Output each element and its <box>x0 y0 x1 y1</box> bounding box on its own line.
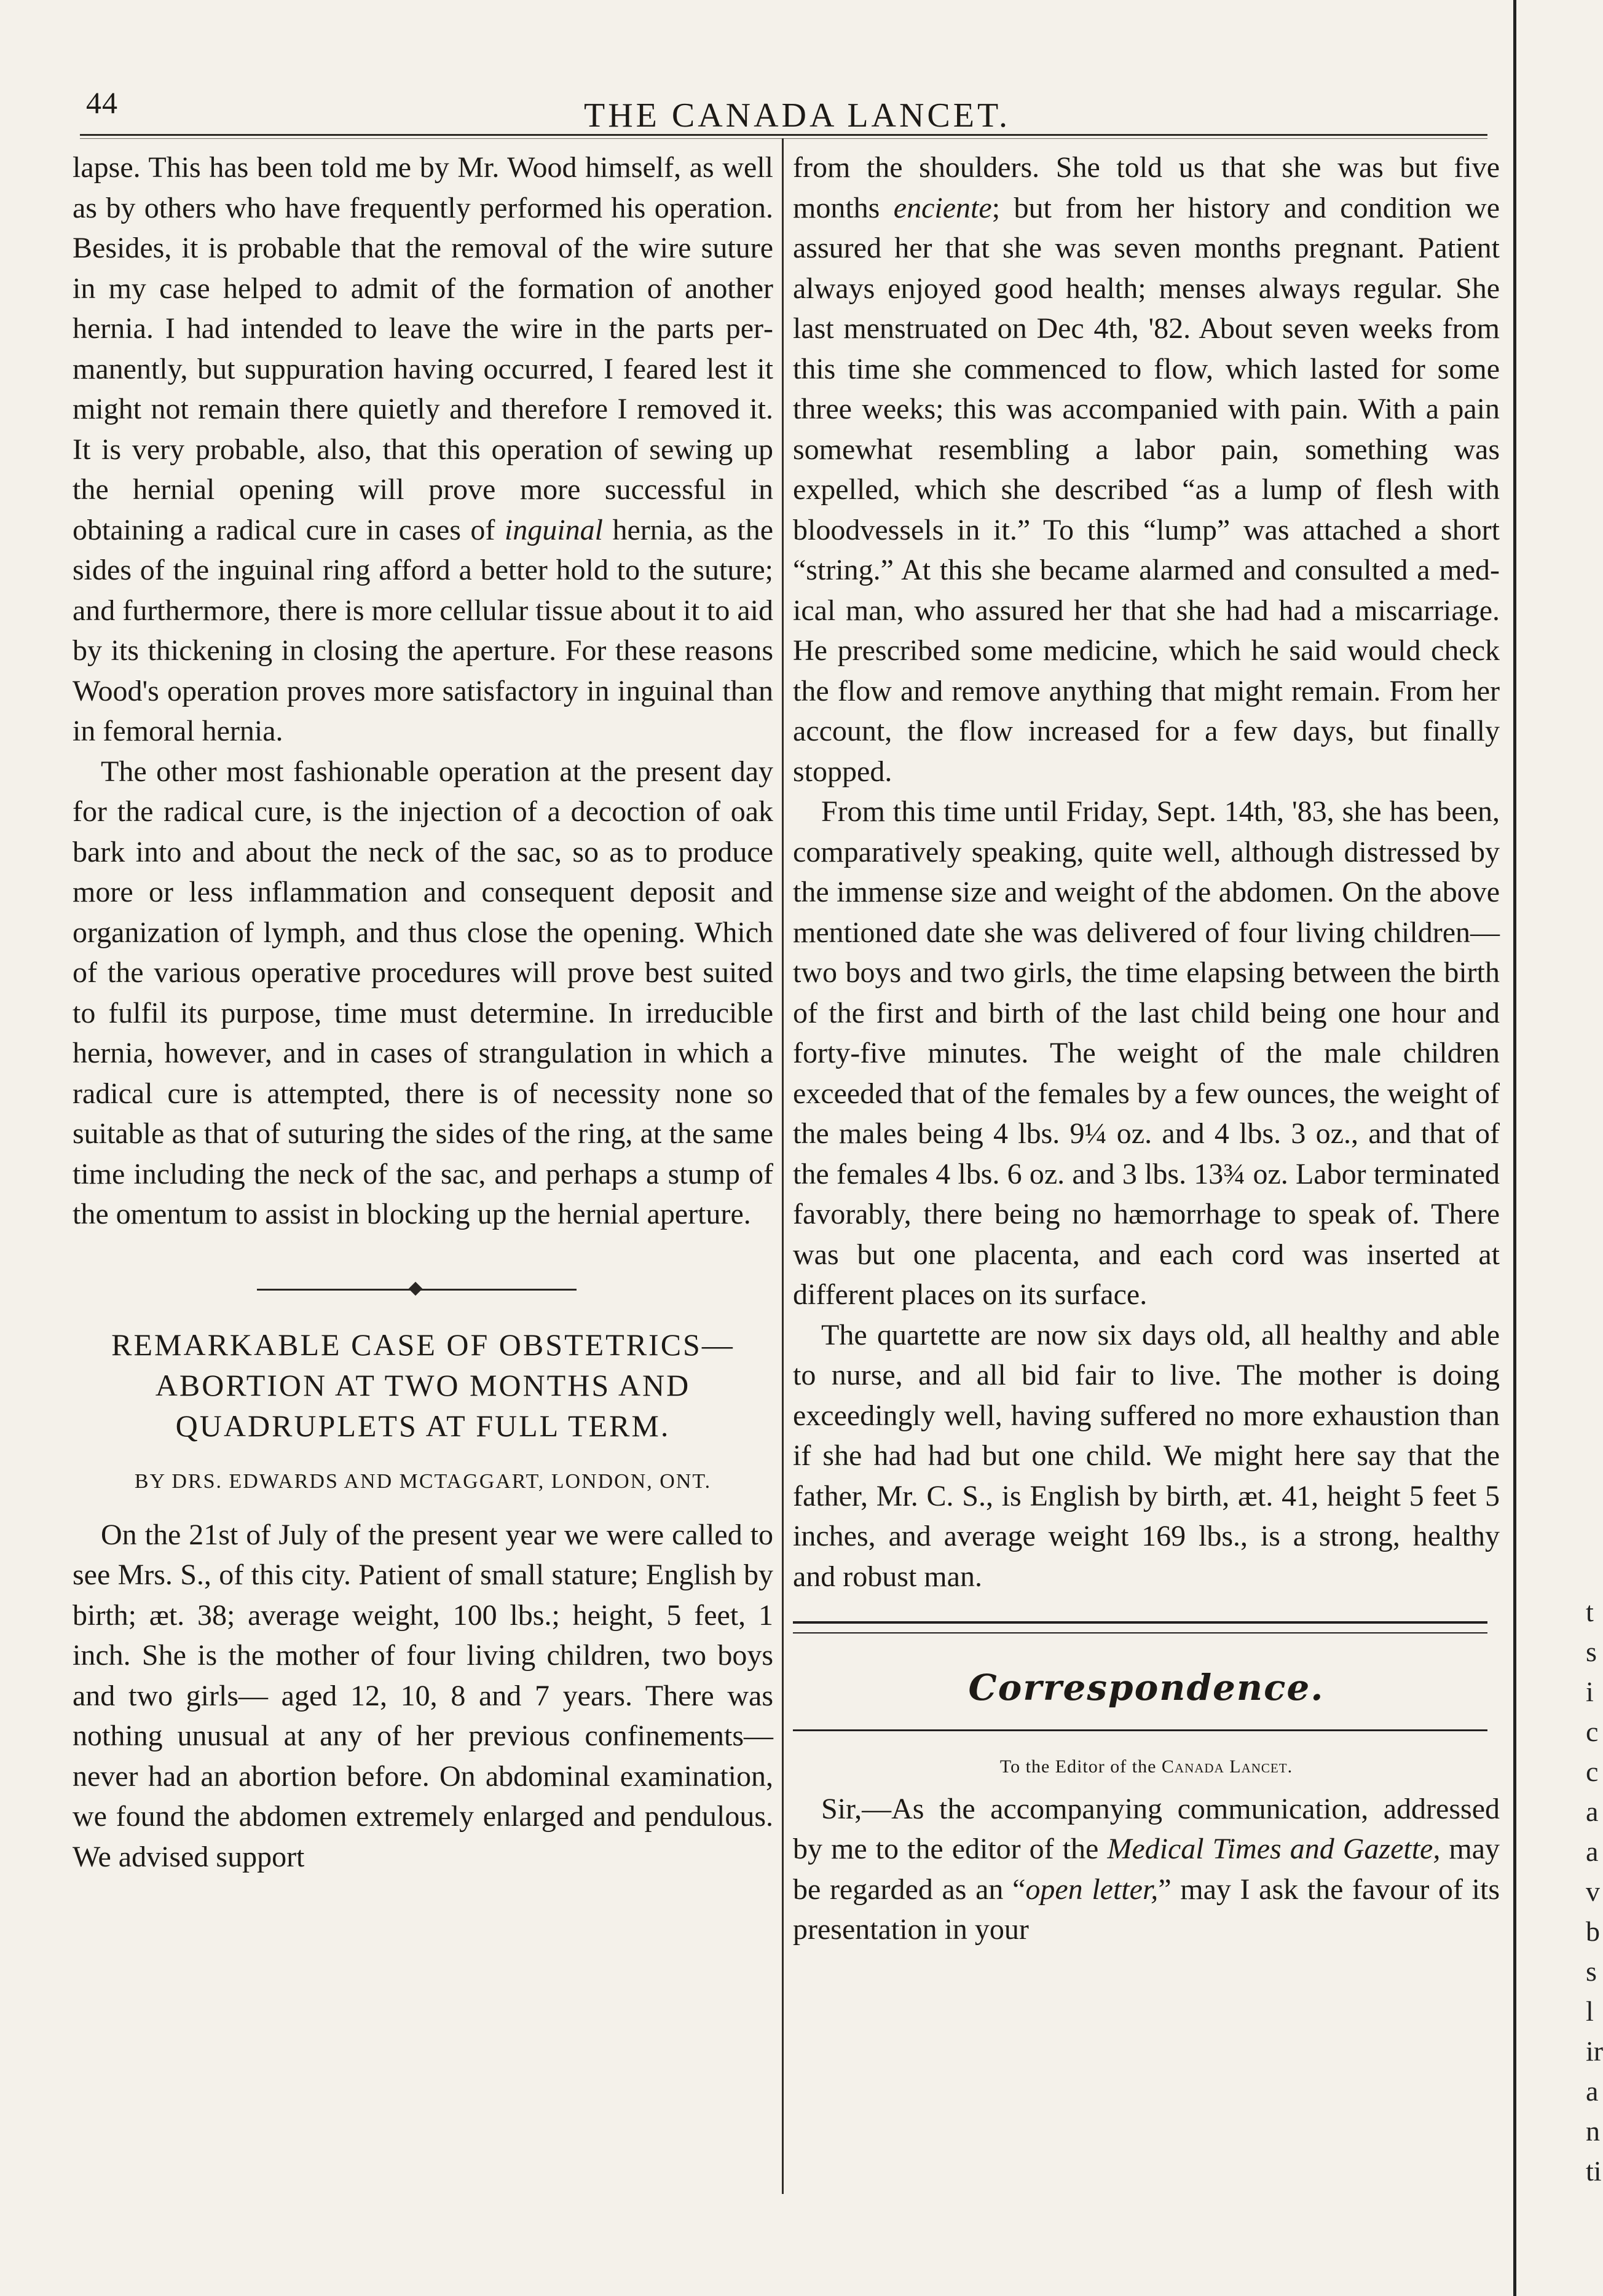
bleed-fragment: a <box>1586 1836 1599 1867</box>
paragraph-hernia-continued: lapse. This has been told me by Mr. Wood himself, as well as by others who have frequently performed his operation. Besides, it is probable that the removal of the wire suture in my case helped to admit of the formation of another hernia. I had intended to leave the wire in the parts permanently, but suppuration having occurred, I feared lest it might not remain there quietly and therefore I removed it. It is very probable, also, that this operation of sewing up the hernial opening will prove more successful in obtaining a radical cure in cases of inguinal hernia, as the sides of the inguinal ring afford a better hold to the suture; and furthermore, there is more cellular tissue about it to aid by its thickening in closing the aperture. For these reasons Wood's operation proves more satisfactory in inguinal than in femoral hernia. <box>73 151 774 747</box>
bleed-fragment: a <box>1586 1796 1599 1827</box>
column-divider <box>782 138 784 2194</box>
bleed-fragment: a <box>1586 2075 1599 2107</box>
page-gutter-edge <box>1513 0 1516 2296</box>
double-rule <box>793 1621 1487 1634</box>
single-rule <box>793 1729 1487 1731</box>
paragraph-quartette: The quartette are now six days old, all healthy and able to nurse, and all bid fair to live. The mother is doing exceedingly well, having suffered no more exhaustion than if she had had but one child. We might here say that the father, Mr. C. S., is English by birth, æt. 41, height 5 feet 5 inches, and average weight 169 lbs., is a strong, healthy and robust man. <box>793 1318 1500 1593</box>
bleed-fragment: ti <box>1586 2155 1602 2187</box>
bleed-fragment: v <box>1586 1876 1600 1907</box>
paragraph-case-introduction: On the 21st of July of the present year we were called to see Mrs. S., of this city. Patient of small stature; English by birth; æt. 38; average weight, 100 lbs.; height, 5 feet, 1 inch. She is the mother of four living children, two boys and two girls— aged 12, 10, 8 and 7 years. There was nothing unusual at any of her previous confinements— never had an abortion before. On abdominal examination, we found the abdomen extremely enlarged and pendulous. We advised support <box>73 1518 773 1873</box>
bleed-fragment: s <box>1586 1636 1597 1667</box>
bleed-fragment: c <box>1586 1716 1599 1747</box>
header-rule <box>80 134 1487 139</box>
bleed-fragment: b <box>1586 1916 1600 1947</box>
article-title: REMARKABLE CASE OF OBSTETRICS— ABORTION AT TWO MONTHS AND QUADRUPLETS AT FULL TERM. <box>111 1327 735 1443</box>
bleed-fragment: l <box>1586 1995 1594 2027</box>
right-column <box>793 147 1500 1950</box>
page-header <box>80 79 1494 134</box>
bleed-fragment: s <box>1586 1956 1597 1987</box>
bleed-fragment: n <box>1586 2115 1600 2147</box>
article-byline: BY DRS. EDWARDS AND MCTAGGART, LONDON, ONT. <box>134 1469 712 1493</box>
running-head: THE CANADA LANCET. <box>584 96 1011 135</box>
paragraph-oak-bark-injection: The other most fashionable operation at the present day for the radical cure, is the injection of a decoction of oak bark into and about the neck of the sac, so as to produce more or less inflammation and consequent deposit and organization of lymph, and thus close the opening. Which of the various operative procedures will prove best suited to fulfil its purpose, time must determine. In irreducible hernia, however, and in cases of strangulation in which a radical cure is attempted, there is of necessity none so suitable as that of suturing the sides of the ring, at the same time including the neck of the sac, and perhaps a stump of the omentum to assist in blocking up the hernial aperture. <box>73 755 773 1230</box>
bleed-fragment: i <box>1586 1676 1594 1707</box>
section-separator-ornament <box>257 1278 577 1302</box>
paragraph-case-history: from the shoulders. She told us that she was but five months enciente; but from her history and condition we assured her that she was seven months pregnant. Patient always enjoyed good health; menses always regular. She last menstruated on Dec 4th, '82. About seven weeks from this time she commenced to flow, which lasted for some three weeks; this was accompanied with pain. With a pain somewhat resembling a labor pain, something was expelled, which she described “as a lump of flesh with bloodvessels in it.” To this “lump” was attached a short “string.” At this she became alarmed and consulted a medical man, who assured her that she had had a miscarriage. He prescribed some medicine, which he said would check the flow and remove anything that might remain. From her account, the flow increased for a few days, but finally stopped. <box>793 151 1500 788</box>
bleed-fragment: c <box>1586 1756 1599 1787</box>
bleed-fragment: ir <box>1586 2035 1603 2067</box>
left-column <box>73 147 773 1877</box>
paragraph-letter-opening: Sir,—As the accompanying communication, addressed by me to the editor of the Medical Times and Gazette, may be regarded as an “open letter,” may I ask the favour of its presentation in your <box>793 1792 1500 1946</box>
page-number: 44 <box>86 85 118 120</box>
adjacent-page-bleed <box>1586 1592 1601 2191</box>
paragraph-delivery: From this time until Friday, Sept. 14th, '83, she has been, comparatively speaking, quite well, although distressed by the immense size and weight of the abdomen. On the above mentioned date she was delivered of four living children—two boys and two girls, the time elapsing between the birth of the first and birth of the last child being one hour and forty-five minutes. The weight of the male children exceeded that of the females by a few ounces, the weight of the males being 4 lbs. 9¼ oz. and 4 lbs. 3 oz., and that of the females 4 lbs. 6 oz. and 3 lbs. 13¾ oz. Labor terminated favorably, there being no hæmorrhage to speak of. There was but one placenta, and each cord was inserted at different places on its surface. <box>793 795 1500 1311</box>
bleed-fragment: t <box>1586 1596 1594 1627</box>
section-heading-correspondence: Correspondence. <box>968 1667 1325 1708</box>
letter-salutation-heading: To the Editor of the Canada Lancet. <box>999 1756 1293 1777</box>
